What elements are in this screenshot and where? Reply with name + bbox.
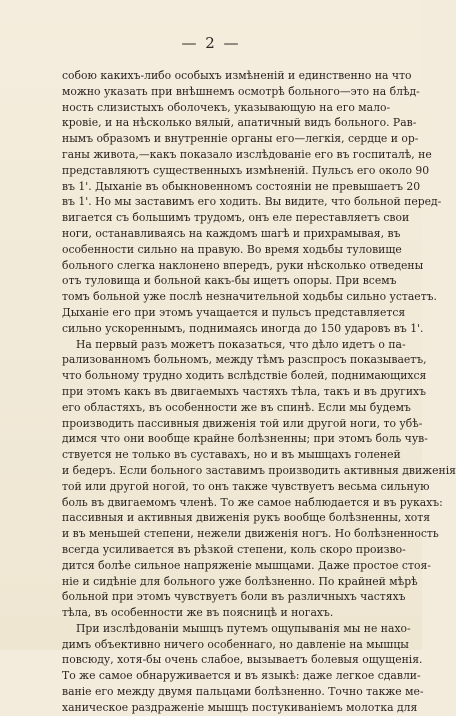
text-line: томъ больной уже послѣ незначительной ходьбы сильно устаетъ. [62, 290, 437, 304]
text-line: рализованномъ больномъ, между тѣмъ разспросъ показываетъ, [62, 353, 427, 367]
text-line: ханическое раздраженіе мышцъ постукиваніемъ молотка для [62, 700, 418, 714]
text-line: и бедеръ. Если больного заставимъ производить активныя движенія [62, 463, 456, 477]
body-text [62, 68, 456, 716]
text-line: ноги, останавливаясь на каждомъ шагѣ и прихрамывая, въ [62, 226, 401, 240]
text-line: ность слизистыхъ оболочекъ, указывающую на его мало- [62, 100, 391, 114]
text-line: той или другой ногой, то онъ также чувствуетъ весьма сильную [62, 479, 430, 493]
text-line: Дыханіе его при этомъ учащается и пульсъ представляется [62, 305, 406, 319]
text-line: кровіе, и на нѣсколько вялый, апатичный видъ больного. Рав- [62, 116, 417, 130]
text-line: пассивныя и активныя движенія рукъ вообще болѣзненны, хотя [62, 511, 431, 525]
text-line: На первый разъ можетъ показаться, что дѣло идетъ о па- [76, 337, 406, 351]
text-line: повсюду, хотя-бы очень слабое, вызываетъ болевыя ощущенія. [62, 653, 423, 667]
text-line: димся что они вообще крайне болѣзненны; при этомъ боль чув- [62, 432, 428, 446]
page-number: — 2 — [181, 34, 241, 52]
text-line: нымъ образомъ и внутренніе органы его—легкія, сердце и ор- [62, 132, 419, 146]
text-line: ваніе его между двумя пальцами болѣзненно. Точно также ме- [62, 685, 424, 699]
text-line: его областяхъ, въ особенности же въ спинѣ. Если мы будемъ [62, 400, 411, 414]
text-line: въ 1'. Но мы заставимъ его ходить. Вы видите, что больной перед- [62, 195, 442, 209]
text-line: всегда усиливается въ рѣзкой степени, коль скоро произво- [62, 542, 406, 556]
text-line: ніе и сидѣніе для больного уже болѣзненно. По крайней мѣрѣ [62, 574, 418, 588]
text-line: отъ туловища и больной какъ-бы ищетъ опоры. При всемъ [62, 274, 397, 288]
text-line: ствуется не только въ суставахъ, но и въ мышцахъ голеней [62, 448, 401, 462]
text-line: больного слегка наклонено впередъ, руки нѣсколько отведены [62, 258, 424, 272]
text-line: То же самое обнаруживается и въ языкѣ: даже легкое сдавли- [62, 669, 421, 683]
text-line: въ 1'. Дыханіе въ обыкновенномъ состояніи не превышаетъ 20 [62, 179, 421, 193]
text-line: При изслѣдованіи мышцъ путемъ ощупыванія мы не нахо- [76, 621, 411, 635]
text-line: что больному трудно ходить вслѣдствіе болей, поднимающихся [62, 369, 427, 383]
text-line: тѣла, въ особенности же въ поясницѣ и ногахъ. [62, 606, 334, 620]
text-line: димъ объективно ничего особеннаго, но давленіе на мышцы [62, 637, 409, 651]
text-line: больной при этомъ чувствуетъ боли въ различныхъ частяхъ [62, 590, 406, 604]
text-line: вигается съ большимъ трудомъ, онъ еле переставляетъ свои [62, 211, 410, 225]
text-line: можно указать при внѣшнемъ осмотрѣ больного—это на блѣд- [62, 84, 420, 98]
text-line: особенности сильно на правую. Во время ходьбы туловище [62, 242, 402, 256]
text-line: и въ меньшей степени, нежели движенія ногъ. Но болѣзненность [62, 527, 439, 541]
text-line: представляютъ существенныхъ измѣненій. Пульсъ его около 90 [62, 163, 430, 177]
text-line: ганы живота,—какъ показало изслѣдованіе его въ госпиталѣ, не [62, 147, 432, 161]
text-line: сильно ускореннымъ, поднимаясь иногда до 150 ударовъ въ 1'. [62, 321, 424, 335]
text-line: дится болѣе сильное напряженіе мышцами. Даже простое стоя- [62, 558, 431, 572]
text-line: боль въ двигаемомъ членѣ. То же самое наблюдается и въ рукахъ: [62, 495, 443, 509]
text-line: при этомъ какъ въ двигаемыхъ частяхъ тѣла, такъ и въ другихъ [62, 384, 426, 398]
text-line: собою какихъ-либо особыхъ измѣненій и единственно на что [62, 69, 412, 82]
text-line: производить пассивныя движенія той или другой ноги, то убѣ- [62, 416, 423, 430]
